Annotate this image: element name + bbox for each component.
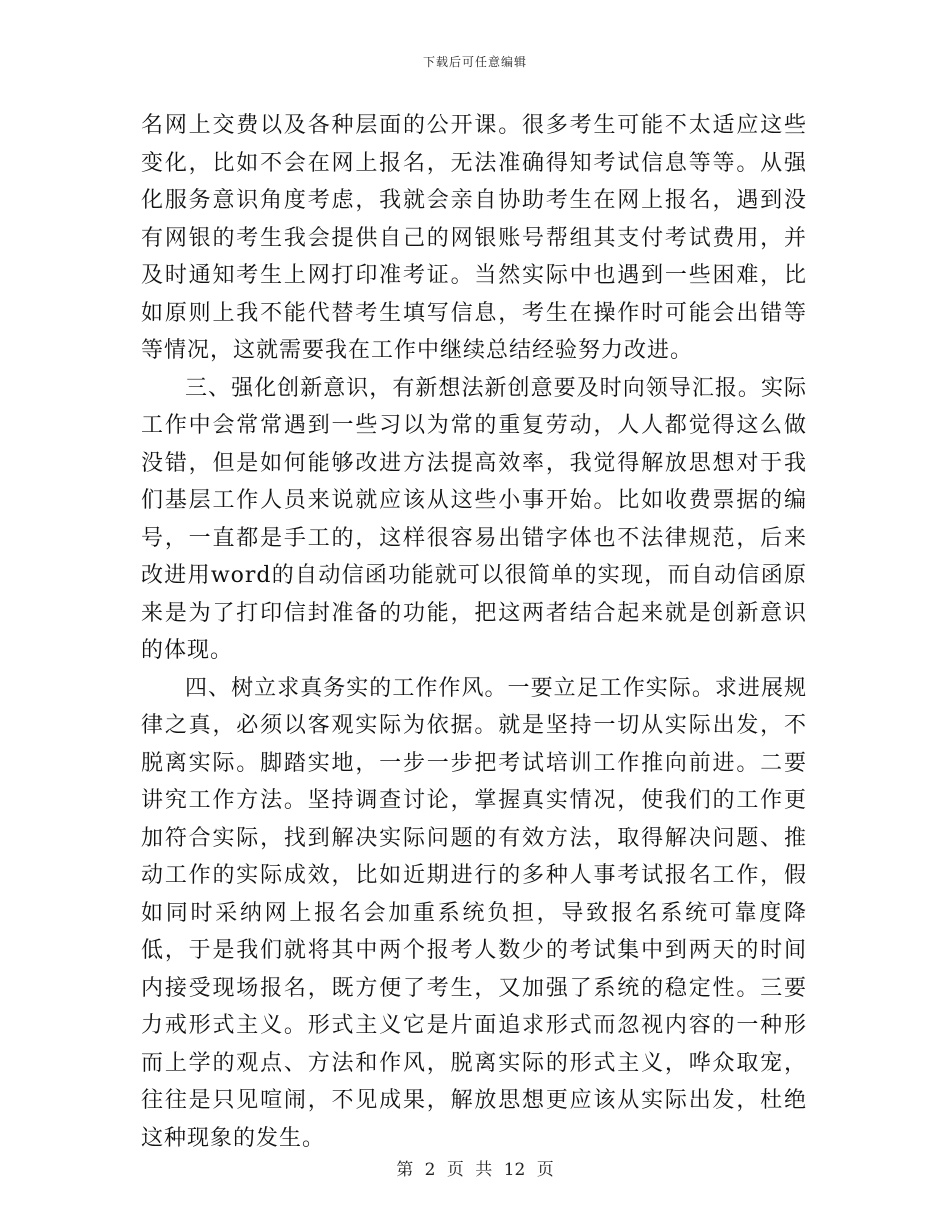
paragraph-2: 三、强化创新意识，有新想法新创意要及时向领导汇报。实际工作中会常常遇到一些习以为常的重复劳动，人人都觉得这么做没错，但是如何能够改进方法提高效率，我觉得解放思想对于我们基层工作人员来说就应该从这些小事开始。比如收费票据的编号，一直都是手工的，这样很容易出错字体也不法律规范，后来改进用word的自动信函功能就可以很简单的实现，而自动信函原来是为了打印信封准备的功能，把这两者结合起来就是创新意识的体现。 xyxy=(141,375,807,663)
document-body xyxy=(141,107,807,1157)
page-number-footer: 第 2 页 共 12 页 xyxy=(396,1160,554,1180)
page-header: 下载后可任意编辑 xyxy=(422,55,527,69)
paragraph-1: 名网上交费以及各种层面的公开课。很多考生可能不太适应这些变化，比如不会在网上报名，无法准确得知考试信息等等。从强化服务意识角度考虑，我就会亲自协助考生在网上报名，遇到没有网银的考生我会提供自己的网银账号帮组其支付考试费用，并及时通知考生上网打印准考证。当然实际中也遇到一些困难，比如原则上我不能代替考生填写信息，考生在操作时可能会出错等等情况，这就需要我在工作中继续总结经验努力改进。 xyxy=(141,113,807,363)
paragraph-3: 四、树立求真务实的工作作风。一要立足工作实际。求进展规律之真，必须以客观实际为依据。就是坚持一切从实际出发，不脱离实际。脚踏实地，一步一步把考试培训工作推向前进。二要讲究工作方法。坚持调查讨论，掌握真实情况，使我们的工作更加符合实际，找到解决实际问题的有效方法，取得解决问题、推动工作的实际成效，比如近期进行的多种人事考试报名工作，假如同时采纳网上报名会加重系统负担，导致报名系统可靠度降低，于是我们就将其中两个报考人数少的考试集中到两天的时间内接受现场报名，既方便了考生，又加强了系统的稳定性。三要力戒形式主义。形式主义它是片面追求形式而忽视内容的一种形而上学的观点、方法和作风，脱离实际的形式主义，哗众取宠，往往是只见喧闹，不见成果，解放思想更应该从实际出发，杜绝这种现象的发生。 xyxy=(141,675,807,1151)
